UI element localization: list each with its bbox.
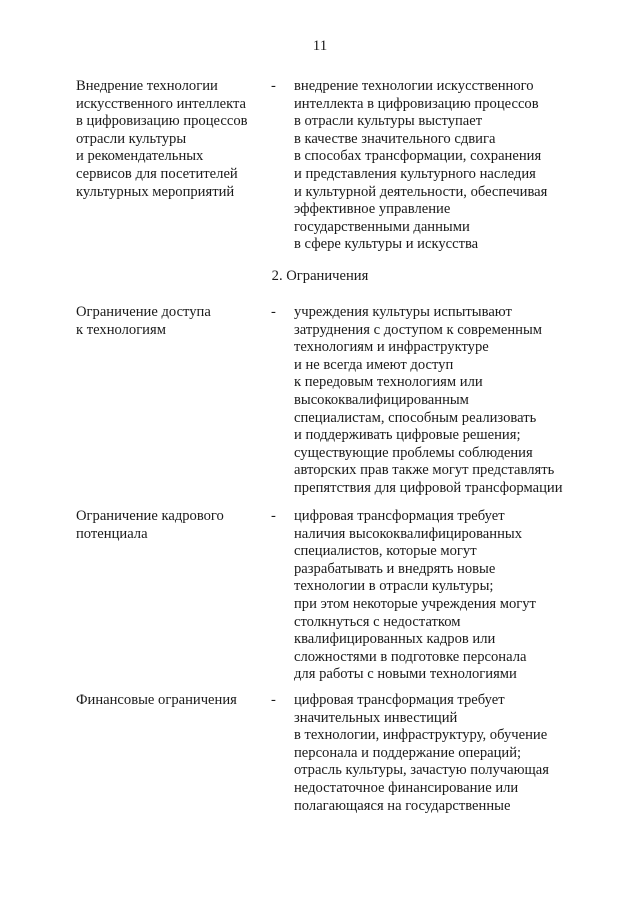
dash-separator: - [271,508,276,524]
desc-line: значительных инвестиций [294,709,458,726]
term-line: Финансовые ограничения [76,692,237,708]
desc-line: специалистам, способным реализовать [294,409,537,426]
desc-line: интеллекта в цифровизацию процессов [294,95,539,112]
entry-description [294,692,584,815]
desc-line: полагающаяся на государственные [294,797,511,814]
entry-term [76,78,261,201]
desc-line: технологии в отрасли культуры; [294,578,494,595]
desc-line: затруднения с доступом к современным [294,321,543,338]
term-line: искусственного интеллекта [76,95,247,112]
term-line: и рекомендательных [76,148,204,165]
entry-term [76,304,261,339]
desc-line: в сфере культуры и искусства [294,236,479,253]
entry-description [294,508,584,684]
entry-term [76,692,261,710]
desc-line: внедрение технологии искусственного [294,78,534,94]
desc-line: в отрасли культуры выступает [294,113,483,130]
desc-line: эффективное управление [294,201,451,218]
desc-line: наличия высококвалифицированных [294,525,522,542]
entry-description [294,78,584,254]
desc-line: технологиям и инфраструктуре [294,339,489,356]
term-line: отрасли культуры [76,130,187,147]
desc-line: недостаточное финансирование или [294,779,519,796]
dash-separator: - [271,78,276,94]
desc-line: препятствия для цифровой трансформации [294,479,563,496]
entry-description [294,304,584,498]
desc-line: для работы с новыми технологиями [294,666,517,683]
desc-line: цифровая трансформация требует [294,508,505,524]
dash-separator: - [271,692,276,708]
desc-line: авторских прав также могут представлять [294,462,555,479]
desc-line: разрабатывать и внедрять новые [294,560,496,577]
desc-line: и культурной деятельности, обеспечивая [294,183,548,200]
desc-line: при этом некоторые учреждения могут [294,595,536,612]
desc-line: в качестве значительного сдвига [294,130,496,147]
term-line: сервисов для посетителей [76,165,238,182]
term-line: культурных мероприятий [76,183,235,200]
desc-line: государственными данными [294,218,470,235]
desc-line: учреждения культуры испытывают [294,304,512,320]
desc-line: специалистов, которые могут [294,543,477,560]
term-line: потенциала [76,525,148,542]
desc-line: цифровая трансформация требует [294,692,505,708]
desc-line: существующие проблемы соблюдения [294,444,533,461]
desc-line: квалифицированных кадров или [294,631,496,648]
desc-line: отрасль культуры, зачастую получающая [294,762,549,779]
section-heading: 2. Ограничения [271,268,369,284]
term-line: к технологиям [76,321,166,338]
dash-separator: - [271,304,276,320]
desc-line: в технологии, инфраструктуру, обучение [294,727,548,744]
term-line: Ограничение доступа [76,304,211,320]
desc-line: в способах трансформации, сохранения [294,148,542,165]
term-line: в цифровизацию процессов [76,113,248,130]
desc-line: и представления культурного наследия [294,165,536,182]
desc-line: и поддерживать цифровые решения; [294,427,521,444]
desc-line: к передовым технологиям или [294,374,483,391]
desc-line: сложностями в подготовке персонала [294,648,527,665]
term-line: Внедрение технологии [76,78,218,94]
desc-line: персонала и поддержание операций; [294,744,522,761]
desc-line: столкнуться с недостатком [294,613,461,630]
entry-term [76,508,261,543]
desc-line: высококвалифицированным [294,391,469,408]
term-line: Ограничение кадрового [76,508,224,524]
page-number: 11 [312,38,328,54]
desc-line: и не всегда имеют доступ [294,356,454,373]
